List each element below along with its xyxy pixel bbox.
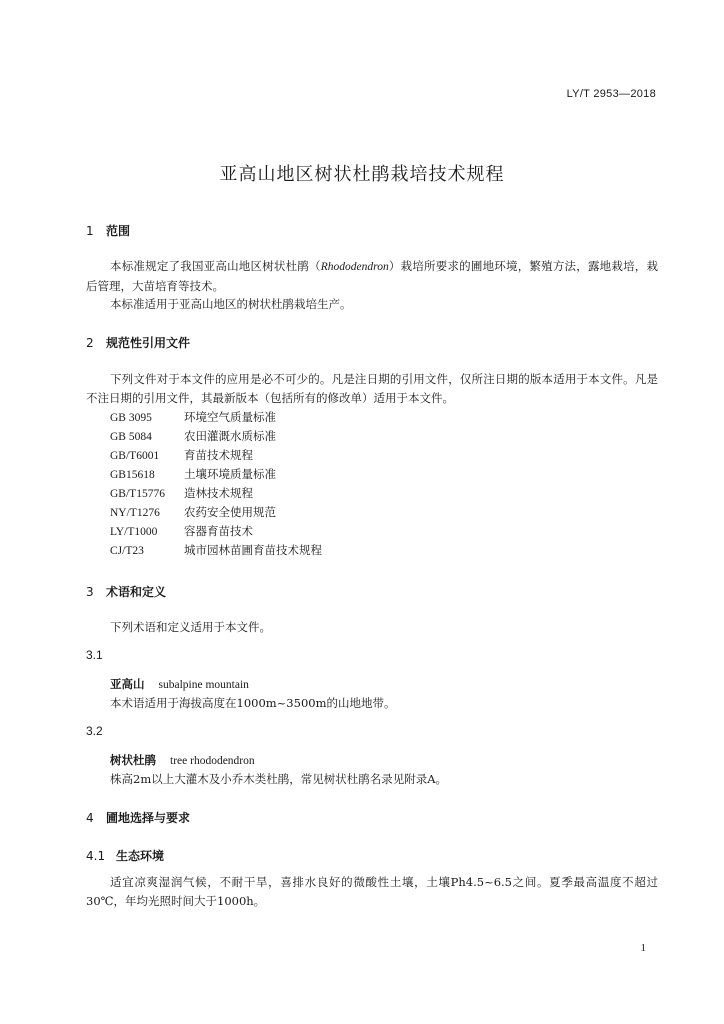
reference-name: 土壤环境质量标准: [184, 467, 276, 481]
section-4-1-heading: [86, 847, 164, 864]
section-3-heading: [86, 583, 166, 600]
reference-item: [110, 446, 322, 465]
reference-name: 造林技术规程: [184, 486, 253, 500]
scope-text: ）栽培所要求的圃地环境，繁殖方法，露地栽培，栽后管理，大苗培育等技术。: [86, 259, 659, 293]
scope-paragraph-1: [86, 257, 658, 296]
term-zh: 树状杜鹃: [110, 753, 156, 767]
reference-item: [110, 465, 322, 484]
reference-name: 环境空气质量标准: [184, 410, 276, 424]
term-3-1-number: 3.1: [86, 648, 103, 662]
reference-name: 育苗技术规程: [184, 448, 253, 462]
reference-item: [110, 484, 322, 503]
reference-name: 农药安全使用规范: [184, 505, 276, 519]
scope-text: 本标准规定了我国亚高山地区树状杜鹃（: [110, 259, 321, 273]
section-number: 3: [86, 585, 94, 599]
latin-name: Rhododendron: [320, 261, 389, 273]
terms-intro: 下列术语和定义适用于本文件。: [110, 620, 271, 634]
reference-code: GB/T15776: [110, 488, 165, 500]
section-title: 圃地选择与要求: [106, 811, 191, 825]
section-title: 术语和定义: [106, 585, 167, 599]
term-en: subalpine mountain: [158, 679, 249, 691]
reference-code: GB15618: [110, 469, 155, 481]
ecology-paragraph: 适宜凉爽湿润气候，不耐干旱，喜排水良好的微酸性土壤，土壤Ph4.5~6.5之间。夏季最高温度不超过30℃，年均光照时间大于1000h。: [86, 875, 658, 908]
section-4-heading: [86, 809, 190, 826]
reference-name: 容器育苗技术: [184, 524, 253, 538]
section-1-heading: [86, 222, 130, 239]
section-number: 1: [86, 224, 94, 238]
reference-code: LY/T1000: [110, 526, 158, 538]
term-en: tree rhododendron: [170, 755, 255, 767]
document-title: 亚高山地区树状杜鹃栽培技术规程: [219, 164, 505, 185]
section-title: 规范性引用文件: [106, 336, 191, 350]
term-3-2-number: 3.2: [86, 724, 103, 738]
term-3-1-definition: 本术语适用于海拔高度在1000m~3500m的山地地带。: [110, 696, 396, 710]
standard-code: LY/T 2953—2018: [566, 88, 656, 100]
reference-code: GB/T6001: [110, 450, 160, 462]
reference-item: [110, 408, 322, 427]
section-number: 4: [86, 811, 94, 825]
scope-paragraph-2: 本标准适用于亚高山地区的树状杜鹃栽培生产。: [110, 297, 352, 311]
references-intro: 下列文件对于本文件的应用是必不可少的。凡是注日期的引用文件，仅所注日期的版本适用于本文件。凡是不注日期的引用文件，其最新版本（包括所有的修改单）适用于本文件。: [86, 372, 658, 405]
section-title: 生态环境: [116, 849, 165, 863]
reference-item: [110, 522, 322, 541]
page-number: 1: [640, 942, 646, 954]
section-2-heading: [86, 334, 190, 351]
reference-name: 农田灌溉水质标准: [184, 429, 276, 443]
term-zh: 亚高山: [110, 677, 145, 691]
reference-code: NY/T1276: [110, 507, 160, 519]
reference-code: CJ/T23: [110, 545, 144, 557]
term-3-1: [110, 676, 249, 692]
reference-code: GB 5084: [110, 431, 152, 443]
section-number: 2: [86, 336, 94, 350]
section-title: 范围: [106, 224, 131, 238]
reference-item: [110, 503, 322, 522]
term-3-2: [110, 752, 255, 768]
reference-name: 城市园林苗圃育苗技术规程: [184, 543, 322, 557]
reference-item: [110, 541, 322, 560]
reference-item: [110, 427, 322, 446]
section-number: 4.1: [86, 849, 106, 863]
reference-list: [110, 408, 322, 560]
reference-code: GB 3095: [110, 412, 152, 424]
term-3-2-definition: 株高2m以上大灌木及小乔木类杜鹃，常见树状杜鹃名录见附录A。: [110, 772, 448, 786]
